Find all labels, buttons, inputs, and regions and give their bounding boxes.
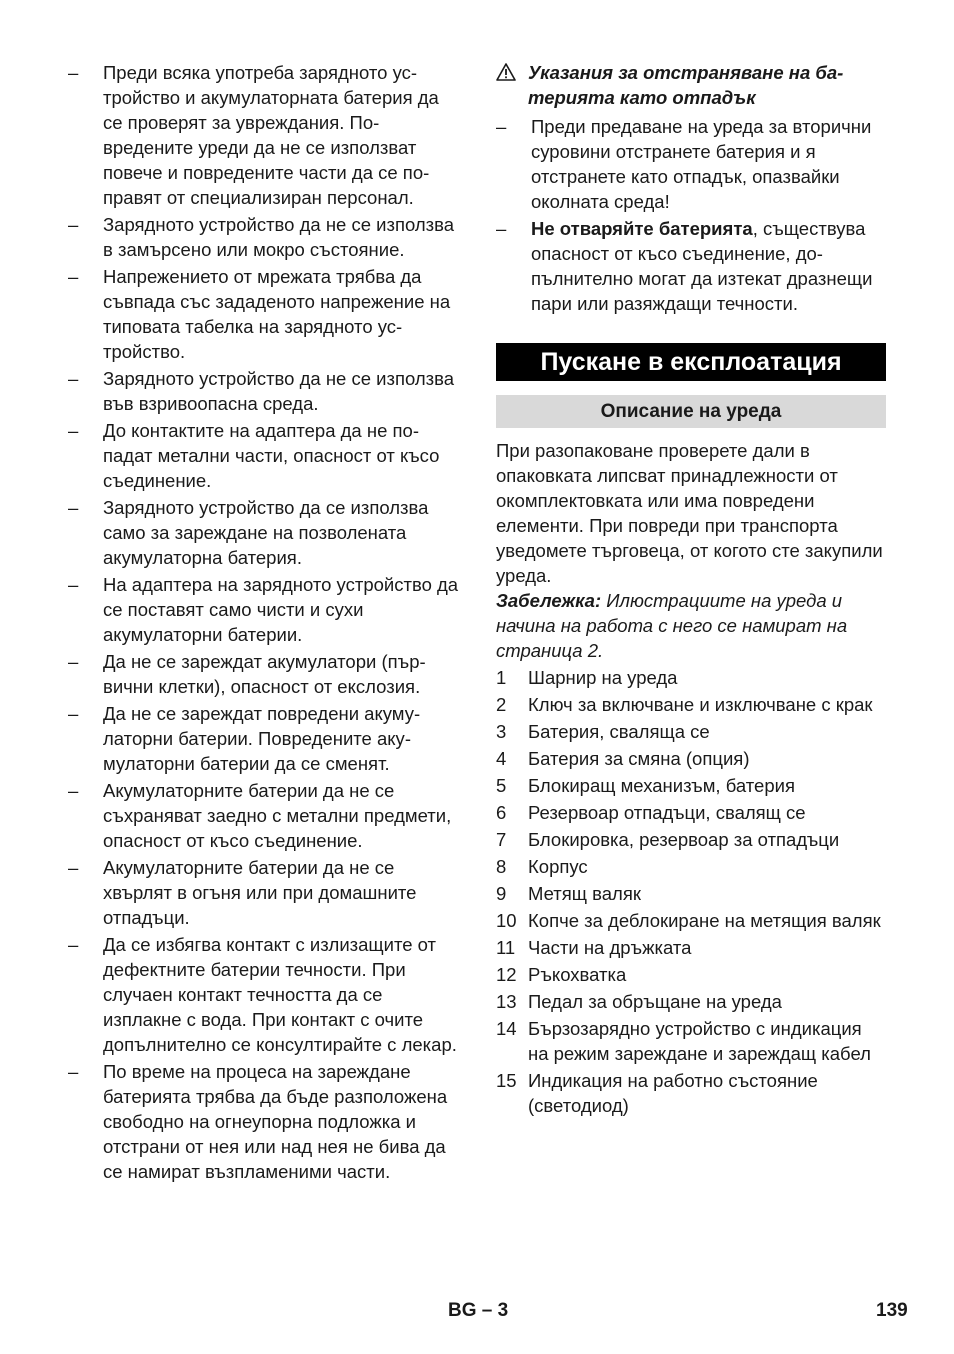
dash: – <box>68 266 79 287</box>
item-text: Резервоар отпадъци, свалящ се <box>528 802 806 823</box>
item-text: Педал за обръщане на уреда <box>528 991 782 1012</box>
list-item <box>496 216 886 316</box>
note-paragraph <box>496 588 886 663</box>
list-item <box>496 989 886 1014</box>
list-item-text: Да не се зареждат акумулатори (първични клетки), опасност от екслозия. <box>103 651 426 697</box>
item-number: 3 <box>496 721 507 742</box>
item-number: 7 <box>496 829 507 850</box>
list-item-text: Преди предаване на уреда за вторични суровини отстранете батерия и я отстранете като отпадък, опазвайки околната среда! <box>531 116 872 212</box>
dash: – <box>68 934 79 955</box>
page-number: 139 <box>876 1300 908 1321</box>
dash: – <box>68 857 79 878</box>
item-text: Батерия, сваляща се <box>528 721 710 742</box>
list-item <box>496 665 886 690</box>
warning-triangle-icon <box>496 60 528 87</box>
list-item <box>496 881 886 906</box>
subsection-heading: Описание на уреда <box>496 395 886 428</box>
list-item-text: На адаптера на зарядното устройство да се поставят само чисти и сухи акумулаторни батерии. <box>103 574 459 645</box>
note-label: Забележка: <box>496 590 602 611</box>
list-item-text: Да се избягва контакт с излизащите от дефектните батерии течности. При случаен контакт течността да се изплакне с вода. При контакт с очите допълнително се консултирайте с лекар. <box>103 934 457 1055</box>
item-text: Части на дръжката <box>528 937 692 958</box>
list-item <box>496 854 886 879</box>
left-column <box>68 60 460 1186</box>
list-item <box>496 719 886 744</box>
footer-language-code: BG – 3 <box>448 1300 509 1321</box>
item-number: 15 <box>496 1070 517 1091</box>
item-text: Блокировка, резервоар за отпадъци <box>528 829 840 850</box>
list-item <box>68 366 460 416</box>
list-item <box>496 800 886 825</box>
dash: – <box>68 703 79 724</box>
list-item <box>496 935 886 960</box>
item-number: 2 <box>496 694 507 715</box>
item-number: 9 <box>496 883 507 904</box>
list-item <box>68 1059 460 1184</box>
item-text: Ръкохватка <box>528 964 627 985</box>
dash: – <box>496 218 507 239</box>
dash: – <box>68 651 79 672</box>
list-item <box>496 827 886 852</box>
list-item <box>68 701 460 776</box>
list-item <box>68 212 460 262</box>
dash: – <box>496 116 507 137</box>
list-item-text: Зарядното устройство да се използва само за зареждане на позволената акумулаторна батерия. <box>103 497 429 568</box>
list-item <box>496 908 886 933</box>
item-text: Метящ валяк <box>528 883 641 904</box>
list-item <box>496 692 886 717</box>
item-number: 4 <box>496 748 507 769</box>
section-heading: Пускане в експлоатация <box>496 343 886 381</box>
dash: – <box>68 497 79 518</box>
list-item-text: Напрежението от мрежата трябва да съвпада със зададеното напрежение на типовата табелка на зарядното устройство. <box>103 266 451 362</box>
right-column <box>496 60 886 1120</box>
list-item-text: По време на процеса на зареждане батерията трябва да бъде разположена свободно на огнеупорна подложка и отстрани от нея или над нея не бива да се намират възпламеними части. <box>103 1061 448 1182</box>
list-item <box>68 932 460 1057</box>
item-text: Корпус <box>528 856 588 877</box>
list-item <box>68 649 460 699</box>
bold-text: Не отваряйте батерията <box>531 218 753 239</box>
item-number: 5 <box>496 775 507 796</box>
list-item <box>68 778 460 853</box>
dash: – <box>68 780 79 801</box>
list-item <box>496 1068 886 1118</box>
list-item-text: Акумулаторните батерии да не се съхраняват заедно с метални предмети, опасност от късо съединение. <box>103 780 452 851</box>
item-text: Ключ за включване и изключване с крак <box>528 694 873 715</box>
item-text: Блокиращ механизъм, батерия <box>528 775 795 796</box>
list-item-text: Преди всяка употреба зарядното устройство и акумулаторната батерия да се проверят за увреждания. Повредените уреди да не се използват повече и повредените части да се поправят от специализиран персонал. <box>103 62 439 208</box>
item-text: Копче за деблокиране на метящия валяк <box>528 910 881 931</box>
list-item <box>68 264 460 364</box>
list-item-text: Акумулаторните батерии да не се хвърлят в огъня или при домашните отпадъци. <box>103 857 417 928</box>
item-number: 1 <box>496 667 507 688</box>
list-item-text <box>531 216 886 316</box>
intro-paragraph: При разопаковане проверете дали в опаковката липсват принадлежности от окомплектовката или има повредени елементи. При повреди при транспорта уведомете търговеца, от когото сте закупили уреда. <box>496 440 883 586</box>
list-item <box>496 773 886 798</box>
dash: – <box>68 214 79 235</box>
item-number: 13 <box>496 991 517 1012</box>
item-number: 6 <box>496 802 507 823</box>
dash: – <box>68 368 79 389</box>
list-item <box>496 746 886 771</box>
item-text: Шарнир на уреда <box>528 667 678 688</box>
list-item-text: Зарядното устройство да не се използва във взривоопасна среда. <box>103 368 455 414</box>
list-item <box>68 572 460 647</box>
list-item <box>496 1016 886 1066</box>
list-item-text: Да не се зареждат повредени акумулаторни батерии. Повредените акумулаторни батерии да се сменят. <box>103 703 421 774</box>
list-item <box>68 60 460 210</box>
list-item <box>68 418 460 493</box>
item-number: 11 <box>496 937 516 958</box>
list-item-text: До контактите на адаптера да не попадат метални части, опасност от късо съединение. <box>103 420 440 491</box>
list-item-rest: , съществува опасност от късо съединение, допълнително могат да изтекат дразнещи пари или разяждащи течности. <box>531 218 873 314</box>
item-number: 12 <box>496 964 517 985</box>
dash: – <box>68 1061 79 1082</box>
item-number: 10 <box>496 910 517 931</box>
item-text: Батерия за смяна (опция) <box>528 748 750 769</box>
note-text: Илюстрациите на уреда и начина на работа с него се намират на страница 2. <box>496 590 848 661</box>
list-item <box>496 114 886 214</box>
item-number: 14 <box>496 1018 517 1039</box>
parts-list <box>496 665 886 1118</box>
list-item <box>68 495 460 570</box>
dash: – <box>68 574 79 595</box>
list-item <box>68 855 460 930</box>
warning-heading <box>496 60 886 110</box>
warning-title: Указания за отстраняване на батерията като отпадък <box>528 62 844 108</box>
list-item-text: Зарядното устройство да не се използва в замърсено или мокро състояние. <box>103 214 455 260</box>
dash: – <box>68 420 79 441</box>
item-text: Бързозарядно устройство с индикация на режим зареждане и зареждащ кабел <box>528 1018 871 1064</box>
dash: – <box>68 62 79 83</box>
item-text: Индикация на работно състояние (светодиод) <box>528 1070 818 1116</box>
item-number: 8 <box>496 856 507 877</box>
list-item <box>496 962 886 987</box>
